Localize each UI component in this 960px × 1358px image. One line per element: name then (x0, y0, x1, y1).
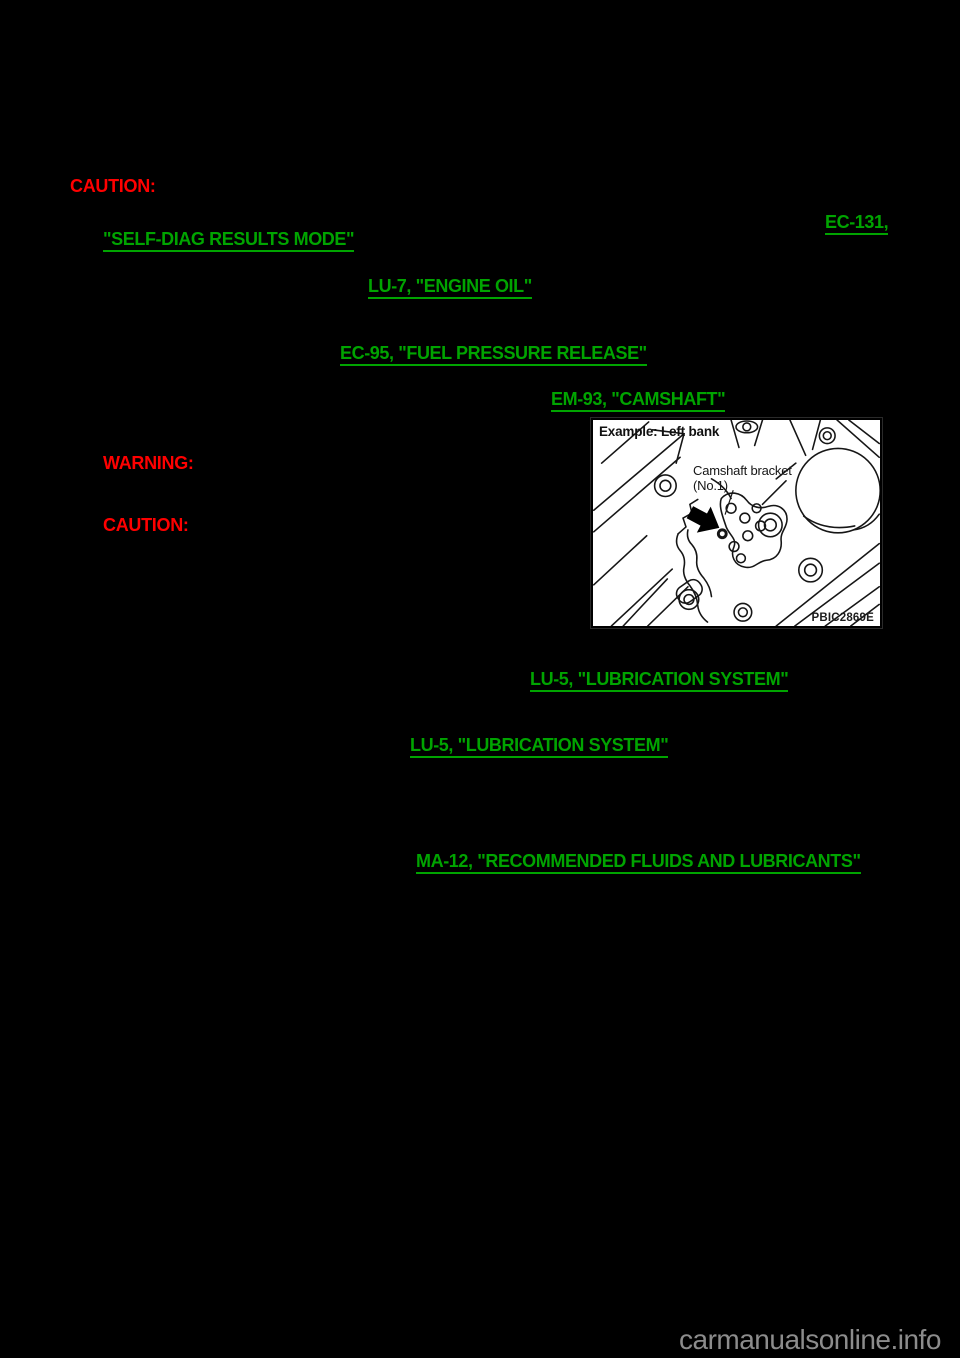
link-lu-5-lubrication-system-1[interactable]: LU-5, "LUBRICATION SYSTEM" (530, 669, 788, 692)
link-em-93-camshaft[interactable]: EM-93, "CAMSHAFT" (551, 389, 725, 412)
caution-label-mid: CAUTION: (103, 515, 189, 535)
link-lu-5-lubrication-system-2[interactable]: LU-5, "LUBRICATION SYSTEM" (410, 735, 668, 758)
figure-camshaft-bracket (591, 418, 882, 628)
caution-label-top: CAUTION: (70, 176, 156, 196)
figure-callout-line1: Camshaft bracket (693, 463, 792, 478)
link-self-diag-results-mode[interactable]: "SELF-DIAG RESULTS MODE" (103, 229, 354, 252)
figure-code: PBIC2869E (811, 612, 874, 624)
figure-example-label: Example: Left bank (599, 424, 720, 439)
engine-line-art (593, 420, 880, 626)
figure-callout-line2: (No.1) (693, 478, 728, 493)
link-ec-131[interactable]: EC-131, (825, 212, 888, 235)
link-lu-7-engine-oil[interactable]: LU-7, "ENGINE OIL" (368, 276, 532, 299)
watermark-text: carmanualsonline.info (679, 1324, 941, 1355)
figure-callout (693, 463, 792, 493)
warning-label: WARNING: (103, 453, 194, 473)
link-ec-95-fuel-pressure-release[interactable]: EC-95, "FUEL PRESSURE RELEASE" (340, 343, 647, 366)
link-ma-12-recommended-fluids[interactable]: MA-12, "RECOMMENDED FLUIDS AND LUBRICANTS" (416, 851, 861, 874)
